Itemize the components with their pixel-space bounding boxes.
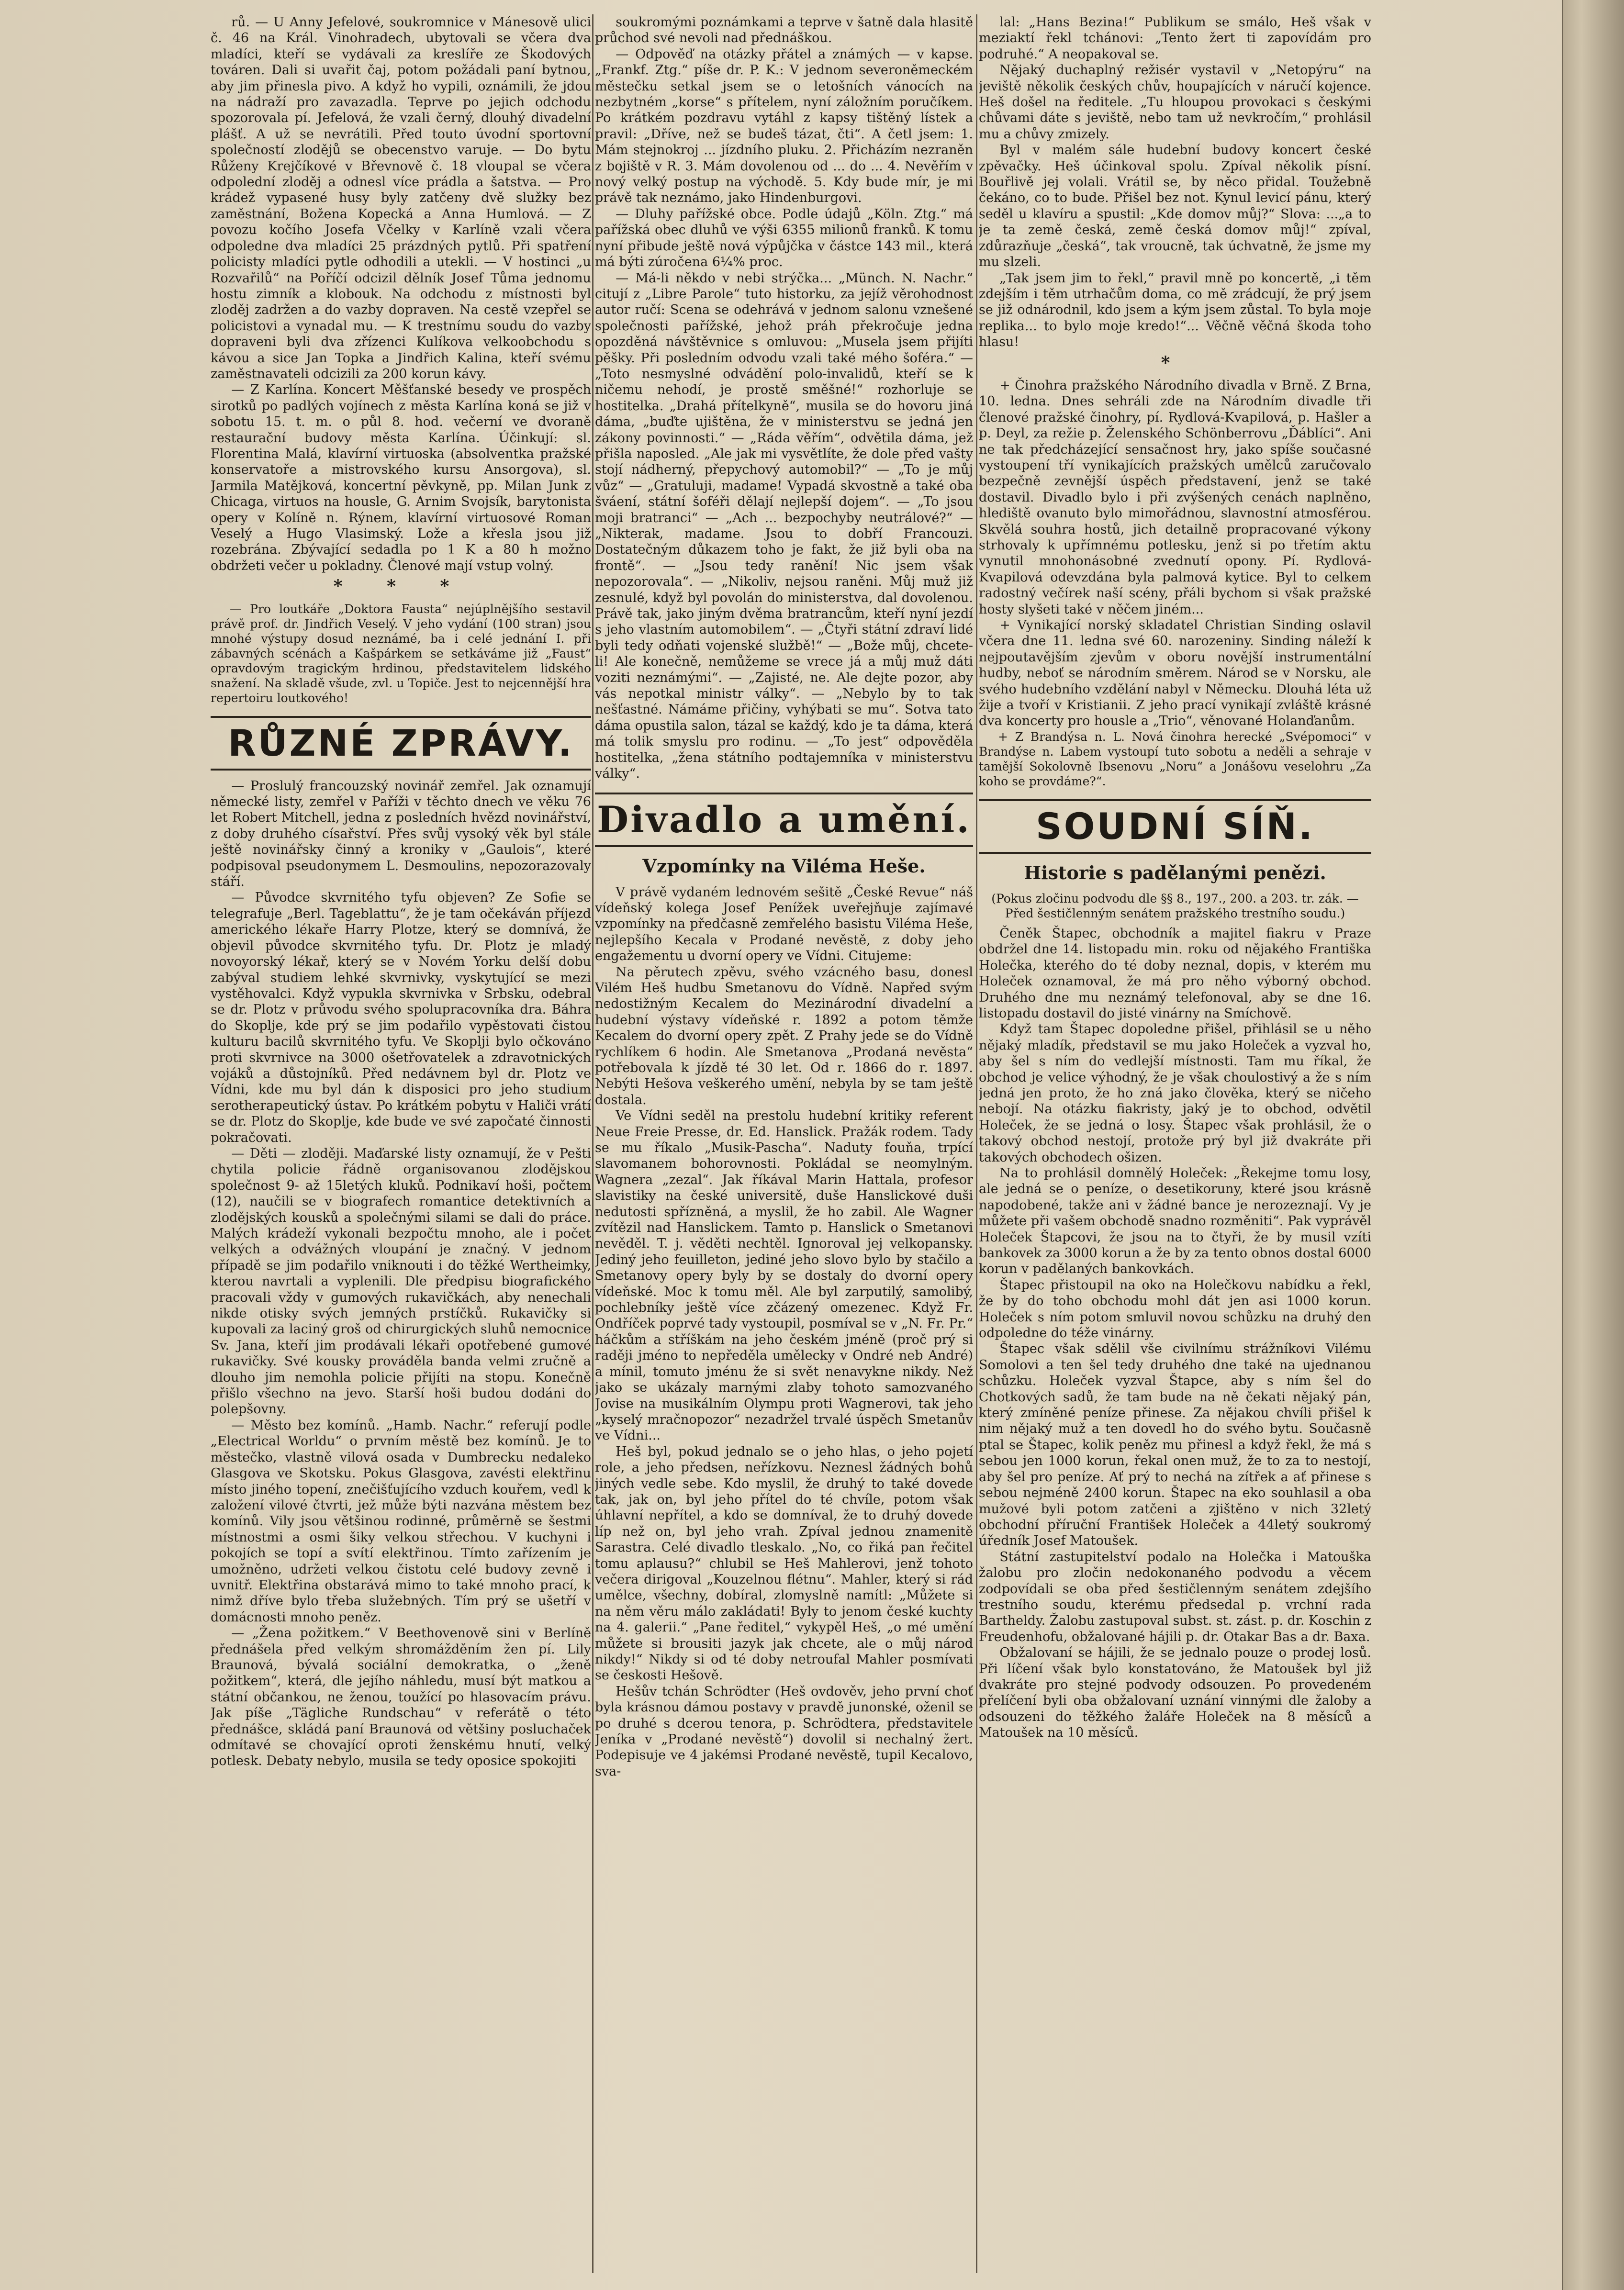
section-stars: * * *	[333, 576, 469, 597]
section-title-courtroom: SOUDNÍ SÍŇ.	[979, 799, 1371, 854]
section-star: *	[1161, 352, 1189, 373]
article-title-hes-memories: Vzpomínky na Viléma Heše.	[642, 855, 926, 877]
section-title-various-news: RŮZNÉ ZPRÁVY.	[211, 716, 591, 771]
news-child-thieves: — Děti — zloději. Maďarské listy oznamují, že v Pešti chytila policie řádně organisovanou zlodějskou společnost 9- až 15letých kluků. Podnikaví hoši, počtem (12), naučili se v biografech romantice detektivních a zlodějských kousků a společnými silami se dali do práce. Malých krádeží vykonali bezpočtu mnoho, ale i počet velkých a odvážných vloupání je značný. V jednom případě se jim podařilo vniknouti i do těžké Wertheimky, kterou navrtali a vyplenili. Dle předpisu biografického pracovali vždy v gumových rukavičkách, aby nenechali nikde otisky svých jemných prstíčků. Rukavičky si kupovali za laciný groš od chirurgických sluhů nemocnice Sv. Jana, kteří jim prodávali lékaři opotřebené gumové rukavičky. Své kousky prováděla banda velmi zručně a dlouho jim nemohla policie přijíti na stopu. Konečně přišlo všechno na jevo. Starší hoši budou dodáni do polepšovny.	[211, 1146, 591, 1417]
news-city-without-chimneys: — Město bez komínů. „Hamb. Nachr.“ referují podle „Electrical Worldu“ o prvním městě bez komínů. Je to městečko, vlastně vilová osada v Dumbrecku nedaleko Glasgova ve Skotsku. Pokus Glasgova, zavésti elektřinu místo jiného topení, znečišťujícího vzduch kouřem, vedl k založení vilové čtvrti, jež může býti nazvána městem bez komínů. Vily jsou většinou rodinné, průměrně se šestmi místnostmi a osmi šiky velkou střechou. V kuchyni i pokojích se topí a svítí elektřinou. Tímto zařízením je umožněno, udržeti velkou čistotu celé budovy zevně i uvnitř. Elektřina obstarává mimo to také mnoho prací, k nimž dříve bylo třeba služebných. Tím prý se ušetří v domácnosti mnoho peněz.	[211, 1418, 591, 1625]
news-woman-lecture: — „Žena požitkem.“ V Beethovenově sini v Berlíně přednášela před velkým shromážděním žen pí. Lily Braunová, bývalá sociální demokratka, o „ženě požitkem“, která, dle jejího náhledu, musí být matkou a státní občankou, ne ženou, toužící po hlasovacím právu. Jak píše „Tägliche Rundschau“ v referátě o této přednášce, skládá paní Braunová od většiny posluchaček odmítavé se chovající oproti ženskému hnutí, velký potlesk. Debaty nebylo, musila se tedy oposice spokojiti	[211, 1626, 591, 1769]
column-rule	[592, 14, 594, 2273]
column-2	[595, 14, 973, 2273]
court-para-1: Čeněk Štapec, obchodník a majitel fiakru v Praze obdržel dne 14. listopadu min. roku od nějakého Františka Holečka, kterého do té doby neznal, dopis, v kterém mu Holeček oznamoval, že má pro něho výborný obchod. Druhého dne mu neznámý telefonoval, aby se dne 16. listopadu dostavil do jisté vinárny na Smíchově.	[979, 926, 1371, 1021]
court-para-7: Obžalovaní se hájili, že se jednalo pouze o prodej losů. Při líčení však bylo konstatováno, že Matoušek byl již dvakráte pro stejné podvody odsouzen. Po provedeném přelíčení byli oba obžalovaní uznání vinnými dle žaloby a odsouzeni do těžkého žaláře Holeček na 8 měsíců a Matoušek na 10 měsíců.	[979, 1645, 1371, 1741]
column-3	[979, 14, 1371, 2273]
hes-credo: „Tak jsem jim to řekl,“ pravil mně po koncertě, „i těm zdejším i těm utrhačům doma, co mě zrádcují, že prý jsem se již odnárodnil, kdo jsem a kým jsem zůstal. To byla moje replika... to bylo moje kredo!“... Věčně věčná škoda toho hlasu!	[979, 270, 1371, 350]
hes-vienna: Na pěrutech zpěvu, svého vzácného basu, donesl Vilém Heš hudbu Smetanovu do Vídně. Napřed svým nedostižným Kecalem do Mezinárodní divadelní a hudební výstavy vídeňské r. 1892 a potom těmže Kecalem do dvorní opery zpět. Z Prahy jede se do Vídně rychlíkem 6 hodin. Ale Smetanova „Prodaná nevěsta“ potřebovala k jízdě té 30 let. Od r. 1866 do r. 1897. Nebýti Hešova veškerého umění, nebyla by se tam ještě dostala.	[595, 964, 973, 1107]
hes-continued: lal: „Hans Bezina!“ Publikum se smálo, Heš však v meziaktí řekl tchánovi: „Tento žert ti zapovídám pro podruhé.“ A neopakoval se.	[979, 15, 1371, 62]
hes-netopyr: Nějaký duchaplný režisér vystavil v „Netopýru“ na jeviště několik českých chův, houpajících v náručí kojence. Heš došel na ředitele. „Tu hloupou provokaci s českými chůvami dáte s jeviště, nebo tam už nevkročím,“ prohlásil mu a chůvy zmizely.	[979, 63, 1371, 142]
column-rule	[976, 14, 977, 2273]
hes-intro: V právě vydaném lednovém sešitě „České Revue“ náš vídeňský kolega Josef Penížek uveřejňuje zajímavé vzpomínky na předčasně zemřelého basistu Viléma Heše, nejlepšího Kecala v Prodané nevěstě, z doby jeho engažementu u dvorní opery ve Vídni. Citujeme:	[595, 884, 973, 964]
karlin-concert-notice: — Z Karlína. Koncert Měšťanské besedy ve prospěch sirotků po padlých vojínech z města Karlína koná se již v sobotu 15. t. m. o půl 8. hod. večerní ve dvoraně restaurační budovy města Karlína. Účinkují: sl. Florentina Malá, klavírní virtuoska (absolventka pražské konservatoře a mistrovského kursu Ansorgova), sl. Jarmila Matějková, koncertní pěvkyně, pp. Milan Junk z Chicaga, virtuos na housle, G. Arnim Svojsík, barytonista opery v Kolíně n. Rýnem, klavírní virtuosové Roman Veselý a Hugo Vlasimský. Lože a křesla jsou již rozebrána. Zbývající sedadla po 1 K a 80 h možno obdržeti večer u pokladny. Členové mají vstup volný.	[211, 382, 591, 573]
section-title-theatre-art: Divadlo a umění.	[595, 793, 973, 847]
article-title-counterfeit: Historie s padělanými penězi.	[1024, 861, 1326, 883]
court-para-2: Když tam Štapec dopoledne přišel, přihlásil se u něho nějaký mladík, představil se mu jako Holeček a vyzval ho, aby šel s ním do vedlejší místnosti. Tam mu říkal, že obchod je velice výhodný, že je však choulostivý a že s ním jedná jen proto, že ho zná jako člověka, který se ničeho nebojí. Na otázku fiakristy, jaký je to obchod, odvětil Holeček, že se jedná o losy. Štapec však prohlásil, že o takový obchod nestojí, protože prý byl již dvakráte při takových obchodech ošizen.	[979, 1022, 1371, 1165]
news-journalist-died: — Proslulý francouzský novinář zemřel. Jak oznamují německé listy, zemřel v Paříži v těchto dnech ve věku 76 let Robert Mitchell, jedna z posledních hvězd novinářství, z doby druhého císařství. Přes svůj vysoký věk byl stále ještě novinářsky činný a kroniky v „Gaulois“, které podpisoval pseudonymem L. Desmoulins, nepozorazovaly stáří.	[211, 778, 591, 890]
hes-concert: Byl v malém sále hudební budovy koncert české zpěvačky. Heš účinkoval spolu. Zpíval několik písní. Bouřlivě jej volali. Vrátil se, by něco přidal. Toužebně čekáno, co to bude. Přišel bez not. Kynul levicí pánu, který seděl u klavíru a spustil: „Kde domov můj?“ Slova: ...„a to je ta země česká, země česká domov můj!“ zpíval, zdůrazňuje „česká“, tak vroucně, tak úchvatně, že jsme my mu slzeli.	[979, 143, 1371, 270]
news-pocket-answers: — Odpověď na otázky přátel a známých — v kapse. „Frankf. Ztg.“ píše dr. P. K.: V jednom severoněmeckém městečku setkal jsem se o letošních vánocích na nezbytném „korse“ s přítelem, nyní záložním poručíkem. Po krátkém pozdravu vytáhl z kapsy tištěný lístek a pravil: „Dříve, než se budeš tázat, čti“. A četl jsem: 1. Mám stejnokroj ... jízdního pluku. 2. Přicházím nezraněn z bojiště v R. 3. Mám dovolenou od ... do ... 4. Nevěřím v nový velký postup na východě. 5. Kdy bude mír, je mi právě tak neznámo, jako Hindenburgovi.	[595, 46, 973, 206]
puppet-faust-notice: — Pro loutkáře „Doktora Fausta“ nejúplnějšího sestavil právě prof. dr. Jindřich Veselý. V jeho vydání (100 stran) jsou mnohé výstupy dosud neznámé, ba i celé jednání I. při zábavných scénách a Kašpárkem se setkáváme již „Faust“ opravdovým tragickým hrdinou, představitelem lidského snažení. Na skladě všude, zvl. u Topiče. Jest to nejcennější hra repertoiru loutkového!	[211, 602, 591, 705]
news-uncle-in-heaven: — Má-li někdo v nebi strýčka... „Münch. N. Nachr.“ citují z „Libre Parole“ tuto historku, za jejíž věrohodnost autor ručí: Scena se odehrává v jednom salonu vznešené společnosti pařížské, jehož práh překročuje jedna opozděná návštěvnice s omluvou: „Musela jsem přijíti pěšky. Při posledním odvodu vzali také mého šoféra.“ — „Toto nesmyslné odvádění polo-invalidů, kteří se k ničemu nehodí, je prostě směšné!“ rozhorluje se hostitelka. „Drahá přítelkyně“, musila se do hovoru jiná dáma, „buďte ujištěna, že v ministerstvu se jedná jen zákony povinnosti.“ — „Ráda věřím“, odvětila dáma, jež přišla naposled. „Ale jak mi vysvětlíte, že dole před vašty stojí nádherný, přepychový automobil?“ — „To je můj vůz“ — „Gratuluji, madame! Vypadá skvostně a také oba šváení, státní šoféři dělají nejlepší dojem“. — „To jsou moji bratranci“ — „Ach ... bezpochyby neutrálové?“ — „Nikterak, madame. Jsou to dobří Francouzi. Dostatečným důkazem toho je fakt, že již byli oba na frontě“. — „Jsou tedy ranění! Nic jsem však nepozorovala“. — „Nikoliv, nejsou raněni. Můj muž již zesnulé, když byl povolán do ministerstva, dal dovolenou. Právě tak, jako jiným dvěma bratrancům, kteří nyní jezdí s jeho vlastním automobilem“. — „Čtyři státní zdraví lidé byli tedy odňati vojenské službě!“ — „Bože můj, chcete-li! Ale konečně, nemůžeme se vrece já a můj muž dáti voziti neznámými“. — „Zajisté, ne. Ale dejte pozor, aby vás nepotkal ministr války“. — „Nebylo by to tak nešťastné. Námáme přičiny, vyhýbati se mu“. Sotva tato dáma opustila salon, tázal se každý, kdo je ta dáma, která má tolik smyslu pro rodinu. — „To jest“ odpověděla hostitelka, „žena státního podtajemníka v ministerstvu války“.	[595, 270, 973, 782]
court-para-4: Štapec přistoupil na oko na Holečkovu nabídku a řekl, že by do toho obchodu mohl dát jen asi 1000 korun. Holeček s ním potom smluvil novou schůzku na druhý den odpoledne do téže vinárny.	[979, 1277, 1371, 1341]
news-typhus-cause: — Původce skvrnitého tyfu objeven? Ze Sofie se telegrafuje „Berl. Tageblattu“, že je tam očekáván příjezd amerického lékaře Harry Plotze, který se domnívá, že objevil původce skvrnitého tyfu. Dr. Plotz je mladý novoyorský lékař, který se v Novém Yorku delší dobu zabýval studiem lehké skvrnivky, vyskytující se mezi vystěhovalci. Když vypukla skvrnivka v Srbsku, odebral se dr. Plotz v průvodu svého spolupracovníka dra. Báhra do Skoplje, kde prý se jim podařilo vypěstovati čistou kulturu bacilů skvrnitého tyfu. Ve Skoplji bylo očkováno proti skvrnivce na 3000 ošetřovatelek a zdravotnických vojáků a důstojníků. Před nedávnem byl dr. Plotz ve Vídni, kde mu byl dán k disposici pro jeho studium serotherapeutický ústav. Po krátkém pobytu v Haliči vrátí se dr. Plotz do Skoplje, kde bude ve své započaté činnosti pokračovati.	[211, 890, 591, 1145]
court-case-note: (Pokus zločinu podvodu dle §§ 8., 197., 200. a 203. tr. zák. — Před šestičlenným senátem pražského trestního soudu.)	[991, 891, 1359, 920]
court-para-5: Štapec však sdělil vše civilnímu strážníkovi Vilému Somolovi a ten šel tedy druhého dne také na ujednanou schůzku. Holeček vyzval Štapce, aby s ním šel do Chotkových sadů, že tam bude na ně čekati nějaký pán, který zmíněné peníze přinese. Za nějakou chvíli přišel k nim nějaký muž a ten dovedl ho do svého bytu. Současně ptal se Štapec, kolik peněz mu přinesl a když řekl, že má s sebou jen 1000 korun, řekal onen muž, že to za to nestojí, aby šel pro peníze. Ať prý to nechá na zítřek a ať přinese s sebou nejméně 2400 korun. Štapec na eko souhlasil a oba mužové byli potom zatčeni a zjištěno v nich 32letý obchodní příruční František Holeček a 44letý soukromý úředník Josef Matoušek.	[979, 1341, 1371, 1549]
news-paris-debts: — Dluhy pařížské obce. Podle údajů „Köln. Ztg.“ má pařížská obec dluhů ve výši 6355 milionů franků. K tomu nyní přibude ještě nová výpůjčka v částce 143 mil., která má býti zúročena 6¼% proc.	[595, 206, 973, 270]
column-1	[211, 14, 591, 2273]
page-fold-edge	[1562, 0, 1624, 2290]
hes-hanslick: Ve Vídni seděl na prestolu hudební kritiky referent Neue Freie Presse, dr. Ed. Hanslick. Pražák rodem. Tady se mu říkalo „Musik-Pascha“. Naduty fouňa, trpící slavomanem bohorovnosti. Pokládal se neomylným. Wagnera „zezal“. Jak říkával Marin Hattala, profesor slavistiky na české universitě, duše Hanslickové duši nedutosti spřízněná, a myslil, že ho zabil. Ale Wagner zvítězil nad Hanslickem. Tamto p. Hanslick o Smetanovi nevěděl. T. j. věděti nechtěl. Ignoroval jej velkopansky. Jediný jeho feuilleton, jediné jeho slovo bylo by stačilo a Smetanovy opery byly by se dostaly do dvorní opery vídeňské. Moc k tomu měl. Ale byl zarputilý, samolibý, pochlebníky ještě více zčázený omezenec. Když Fr. Ondříček poprvé tady vystoupil, posmíval se v „N. Fr. Pr.“ háčkům a stříškám na jeho českém jméně (proč prý si raději jméno to nepředěla umělecky v Ondré neb André) a mínil, tomuto jménu že si svět nenavykne nikdy. Než jako se ukázaly marnými zlaby tohoto samozvaného Jovise na musikálním Olympu proti Wagnerovi, tak jeho „kyselý mračnopozor“ nezadržel trvalé úspěch Smetanův ve Vídni...	[595, 1108, 973, 1443]
hes-mahler: Heš byl, pokud jednalo se o jeho hlas, o jeho pojetí role, a jeho předsen, neřízkovu. Neznesl žádných bohů jiných vedle sebe. Kdo myslil, že druhý to také dovede tak, jak on, byl jeho přítel do té chvíle, potom však úhlavní nepřítel, a kdo se domníval, že to druhý dovede líp než on, byl jeho vrah. Zpíval jednou znamenitě Sarastra. Celé divadlo tleskalo. „No, co řiká pan řečitel tomu aplausu?“ chlubil se Heš Mahlerovi, jenž tohoto večera dirigoval „Kouzelnou flétnu“. Mahler, který si rád umělce, všechny, dobíral, zlomyslně namítl: „Můžete si na něm věru málo zakládati! Byly to jenom české kuchty na 4. galerii.“ „Pane ředitel,“ vykypěl Heš, „o mé umění můžete si brousiti jazyk jak chcete, ale o můj národ nikdy!“ Nikdy si od té doby netroufal Mahler posmívati se českosti Hešově.	[595, 1444, 973, 1683]
arts-brno-drama: + Činohra pražského Národního divadla v Brně. Z Brna, 10. ledna. Dnes sehráli zde na Národním divadle tři členové pražské činohry, pí. Rydlová-Kvapilová, p. Hašler a p. Deyl, za režie p. Želenského Schönberrovu „Ďáblíci“. Ani ne tak předcházející sensačnost hry, jako spíše současné vystoupení tří vynikajících pražských umělců zaručovalo bezpečně zevnější úspěch představení, jenž se také dostavil. Divadlo bylo i při zvýšených cenách naplněno, hlediště ovanuto bylo mimořádnou, slavnostní atmosférou. Skvělá souhra hostů, jich detailně propracované výkony strhovaly k upřímnému potlesku, jenž si po třetím aktu vynutil mnohonásobné zvednutí opony. Pí. Rydlová-Kvapilová odevzdána byla palmová kytice. Byl to celkem radostný večírek naší scény, přáli bychom si však pražské hosty slyšeti také v něčem jiném...	[979, 378, 1371, 617]
crime-reports: rů. — U Anny Jefelové, soukromnice v Mánesově ulici č. 46 na Král. Vinohradech, ubytovali se včera dva mladíci, kteří se vydávali za kreslíře ze Škodových továren. Dali si uvařit čaj, potom požádali paní bytnou, aby jim přinesla pivo. A když ho vypili, oznámili, že jdou na nádraží pro zavazadla. Teprve po jejich odchodu spozorovala pí. Jefelová, že vzali černý, dlouhý divadelní plášť. A už se nevrátili. Před touto úvodní sportovní společností zlodějů se obecenstvo varuje. — Do bytu Růženy Krejčíkové v Břevnově č. 18 vloupal se včera odpolední zloděj a odnesl více prádla a šatstva. — Pro krádež vypasené husy byly zatčeny dvě služky bez zaměstnání, Božena Kopecká a Anna Humlová. — Z povozu kočího Josefa Včelky v Karlíně vzali včera odpoledne dva mladíci 25 prázdných pytlů. Při spatření policisty mladíci pytle odhodili a utekli. — V hostinci „u Rozvařilů“ na Poříčí odcizil dělník Josef Tůma jednomu hostu zimník a klobouk. Na odchodu z místnosti byl zloděj zadržen a do vazby dopraven. Na cestě vzepřel se policistovi a vynadal mu. — K trestnímu soudu do vazby dopraveni byli dva zřízenci Kulíkova velkoobchodu s kávou a sice Jan Topka a Jindřich Kalina, kteří svému zaměstnavateli odcizili za 200 korun kávy.	[211, 15, 591, 381]
court-para-3: Na to prohlásil domnělý Holeček: „Řekejme tomu losy, ale jedná se o peníze, o desetikoruny, které jsou krásně napodobené, takže ani v žádné bance je nerozeznají. Vy je můžete při vašem obchodě snadno rozměniti“. Pak vyprávěl Holeček Štapcovi, že jsou na to čtyři, že by musil vzíti bankovek za 3000 korun a že by za tento obnos dostal 6000 korun v padělaných bankovkách.	[979, 1165, 1371, 1277]
court-para-6: Státní zastupitelství podalo na Holečka i Matouška žalobu pro zločin nedokonaného podvodu a věcem zodpovídali se oba před šestičlenným senátem zdejšího trestního soudu, kterému předsedal p. vrchní rada Bartheldy. Žalobu zastupoval subst. st. zást. p. dr. Koschin z Freudenhofu, obžalované hájili p. dr. Otakar Bas a dr. Baxa.	[979, 1549, 1371, 1644]
lecture-continued: soukromými poznámkami a teprve v šatně dala hlasitě průchod své nevoli nad přednáškou.	[595, 15, 973, 46]
arts-sinding: + Vynikající norský skladatel Christian Sinding oslavil včera dne 11. ledna své 60. narozeniny. Sinding náleží k nejpoutavějším zjevům v oboru novější instrumentální hudby, neboť se národním směrem. Národ se v Norsku, ale svého hudebního vzdělání nabyl v Německu. Dlouhá léta už žije a tvoří v Kristianii. Z jeho prací vynikají zvláště krásné dva koncerty pro housle a „Trio“, věnované Holanďanům.	[979, 618, 1371, 729]
arts-brandys: + Z Brandýsa n. L. Nová činohra herecké „Svépomoci“ v Brandýse n. Labem vystoupí tuto sobotu a neděli a sehraje v tamější Sokolovně Ibsenovu „Noru“ a Jonášovu veselohru „Za koho se provdáme?“.	[979, 729, 1371, 788]
hes-schrodter: Hešův tchán Schrödter (Heš ovdověv, jeho první choť byla krásnou dámou postavy v pravdě junonské, oženil se po druhé s dcerou tenora, p. Schrödtera, představitele Jeníka v „Prodané nevěstě“) dovolil si nechalný žert. Podepisuje ve 4 jakémsi Prodané nevěstě, tupil Kecalovo, sva-	[595, 1684, 973, 1779]
